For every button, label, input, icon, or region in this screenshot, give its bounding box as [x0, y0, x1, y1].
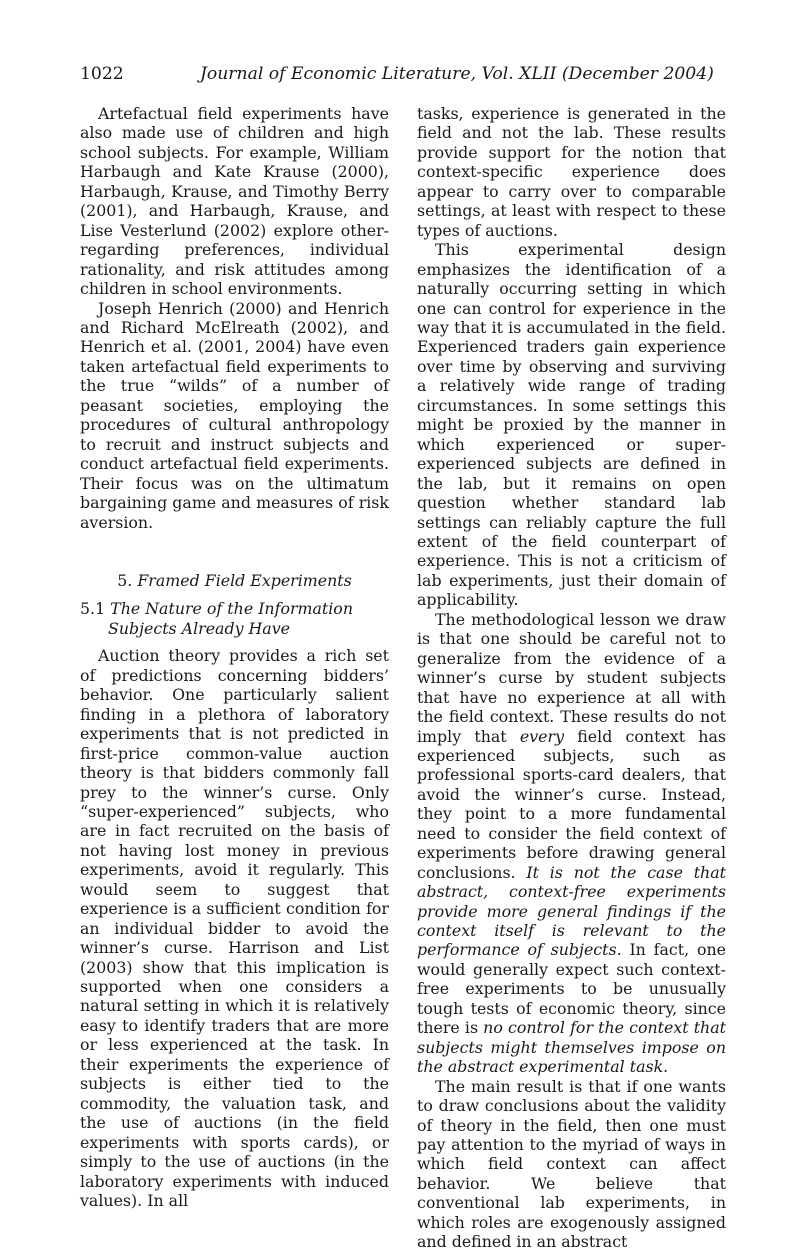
paragraph: Artefactual field experiments have also made use of children and high school subjects. For example, William Harbaugh and Kate Krause (2000), Harbaugh, Krause, and Timothy Berry (2001), and Harbaugh, Krause, and Lise Vesterlund (2002) explore other-regarding preferences, individual rationality, and risk attitudes among children in school environments.: [80, 104, 389, 299]
emphasis: every: [519, 726, 565, 746]
page-number: 1022: [80, 64, 124, 84]
paragraph: Auction theory provides a rich set of predictions concerning bidders’ behavior. One particularly salient finding in a plethora of laboratory experiments that is not predicted in first-price common-value auction theory is that bidders commonly fall prey to the winner’s curse. Only “super-experienced” subjects, who are in fact recruited on the basis of not having lost money in previous experiments, avoid it regularly. This would seem to suggest that experience is a sufficient condition for an individual bidder to avoid the winner’s curse. Harrison and List (2003) show that this implication is supported when one considers a natural setting in which it is relatively easy to identify traders that are more or less experienced at the task. In their experiments the experience of subjects is either tied to the commodity, the valuation task, and the use of auctions (in the field experiments with sports cards), or simply to the use of auctions (in the laboratory experiments with induced values). In all: [80, 646, 389, 1211]
paragraph: Joseph Henrich (2000) and Henrich and Richard McElreath (2002), and Henrich et al. (2001, 2004) have even taken artefactual field experiments to the true “wilds” of a number of peasant societies, employing the procedures of cultural anthropology to recruit and instruct subjects and conduct artefactual field experiments. Their focus was on the ultimatum bargaining game and measures of risk aversion.: [80, 298, 389, 532]
left-column: [80, 104, 389, 1210]
journal-title: Journal of Economic Literature, Vol. XLII (December 2004): [200, 64, 714, 84]
subsection-title: The Nature of the Information Subjects Already Have: [108, 599, 353, 638]
subsection-number: 5.1: [80, 599, 106, 619]
emphasis: no control for the context that subjects might themselves impose on the abstract experimental task.: [417, 1018, 726, 1077]
running-header: [80, 64, 730, 88]
paragraph: The main result is that if one wants to draw conclusions about the validity of theory in the field, then one must pay attention to the myriad of ways in which field context can affect behavior. We believe that conventional lab experiments, in which roles are exogenously assigned and defined in an abstract: [417, 1076, 726, 1252]
emphasis: It is not the case that abstract, context-free experiments provide more general findings if the context itself is relevant to the performance of subjects.: [417, 862, 726, 960]
section-heading: [80, 571, 389, 590]
section-number: 5.: [117, 570, 133, 590]
paragraph: This experimental design emphasizes the identification of a naturally occurring setting in which one can control for experience in the way that it is accumulated in the field. Experienced traders gain experience over time by observing and surviving a relatively wide range of trading circumstances. In some settings this might be proxied by the manner in which experienced or super-experienced subjects are defined in the lab, but it remains on open question whether standard lab settings can reliably capture the full extent of the field counterpart of experience. This is not a criticism of lab experiments, just their domain of applicability.: [417, 240, 726, 610]
text-run: The methodological lesson we draw is that one should be careful not to generalize from the evidence of a winner’s curse by student subjects that have no experience at all with the field context. These results do not imply that: [417, 609, 726, 746]
subsection-heading: [80, 599, 389, 638]
text-run: field context has experienced subjects, such as professional sports-card dealers, that avoid the winner’s curse. Instead, they point to a more fundamental need to consider the field context of experiments before drawing general conclusions.: [417, 726, 726, 882]
right-column: [417, 104, 726, 1252]
section-title: Framed Field Experiments: [137, 570, 352, 590]
text-run: In fact, one would generally expect such context-free experiments to be unusually tough tests of economic theory, since there is: [417, 940, 726, 1038]
paragraph: tasks, experience is generated in the field and not the lab. These results provide support for the notion that context-specific experience does appear to carry over to comparable settings, at least with respect to these types of auctions.: [417, 104, 726, 240]
paragraph: [417, 610, 726, 1077]
